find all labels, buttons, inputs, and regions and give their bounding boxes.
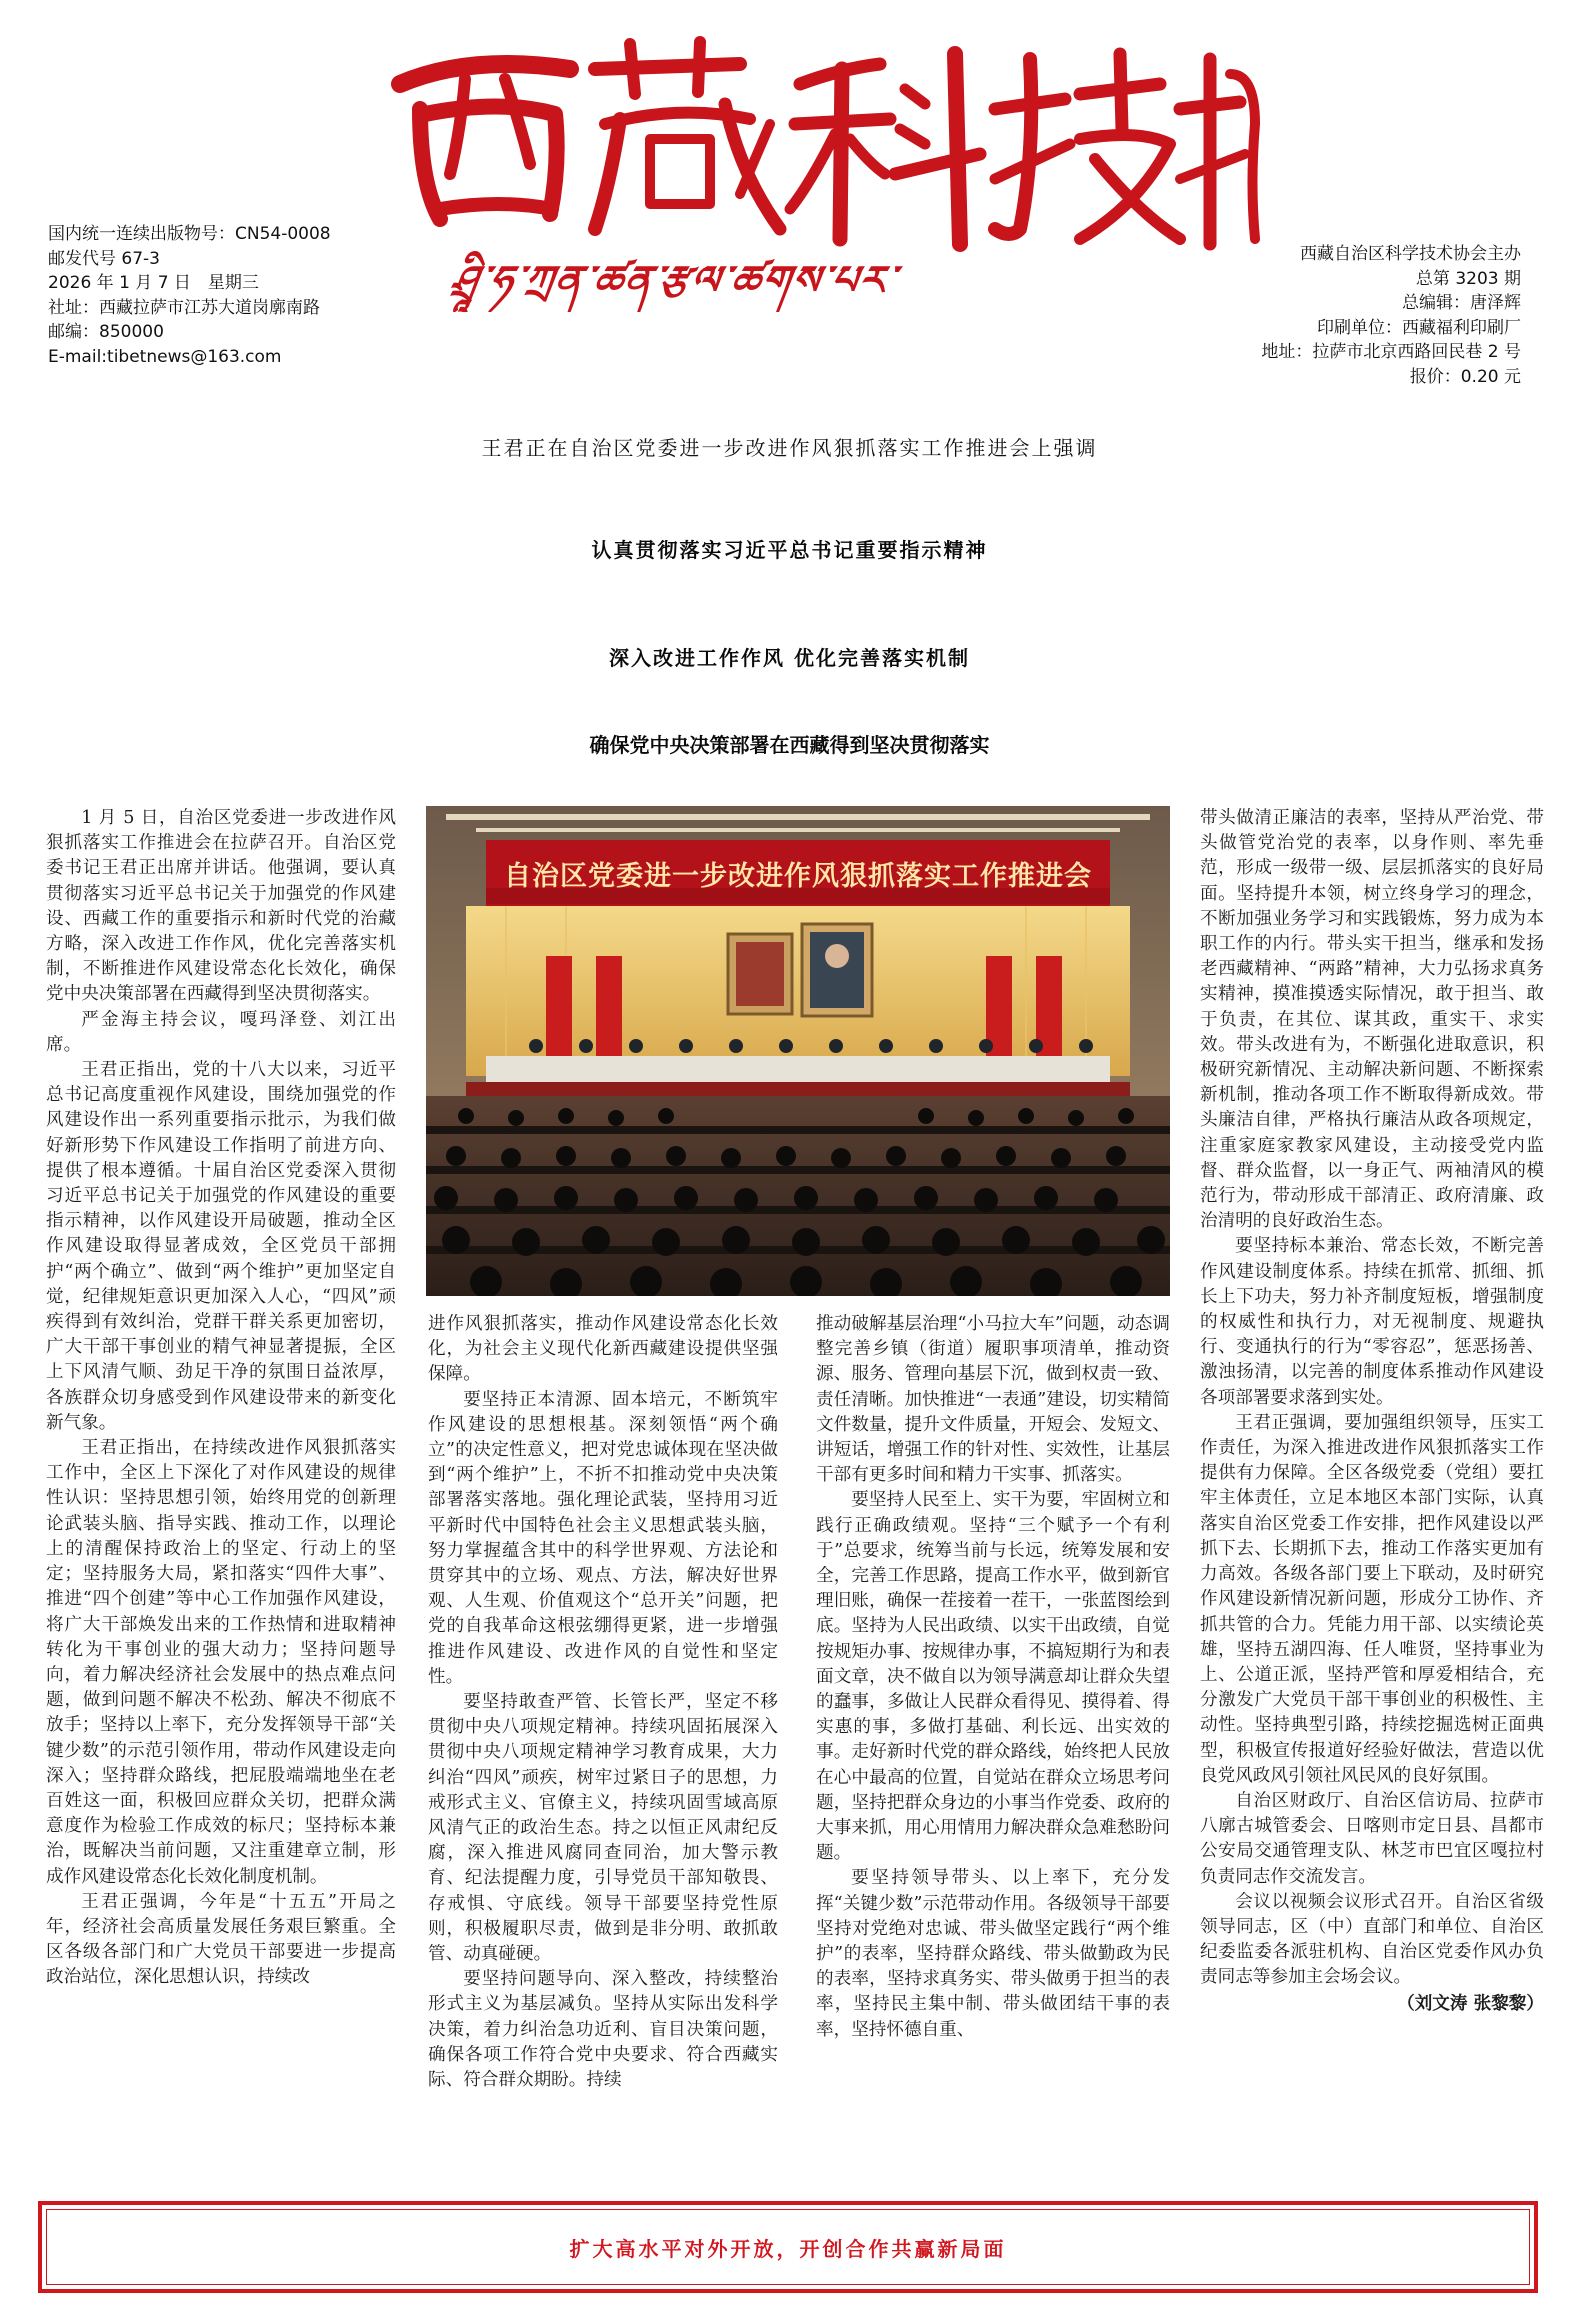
paragraph: 会议以视频会议形式召开。自治区省级领导同志，区（中）直部门和单位、自治区纪委监委各派驻机构、自治区党委作风办负责同志等参加主会场会议。 — [1200, 1891, 1544, 1988]
paragraph: 进作风狠抓落实，推动作风建设常态化长效化，为社会主义现代化新西藏建设提供坚强保障。 — [428, 1314, 778, 1385]
paragraph: 王君正强调，今年是“十五五”开局之年，经济社会高质量发展任务艰巨繁重。全区各级各部门和广大党员干部要进一步提高政治站位，深化思想认识，持续改 — [46, 1891, 396, 1988]
paragraph: 要坚持敢查严管、长管长严，坚定不移贯彻中央八项规定精神。持续巩固拓展深入贯彻中央八项规定精神学习教育成果，大力纠治“四风”顽疾，树牢过紧日子的思想，力戒形式主义、官僚主义，持续巩固雪域高原风清气正的政治生态。持之以恒正风肃纪反腐，深入推进风腐同查同治，加大警示教育、纪法提醒力度，引导党员干部知敬畏、存戒惧、守底线。领导干部要坚持党性原则，积极履职尽责，做到是非分明、敢抓敢管、动真碰硬。 — [428, 1692, 778, 1965]
headline-line-1: 认真贯彻落实习近平总书记重要指示精神 — [591, 538, 988, 562]
slogan-banner — [38, 2201, 1538, 2293]
conference-photo — [426, 806, 1170, 1296]
chief-editor: 总编辑：唐泽辉 — [1402, 293, 1521, 313]
paragraph: 要坚持人民至上、实干为要，牢固树立和践行正确政绩观。坚持“三个赋予一个有利于”总要求，统筹当前与长远，统筹发展和安全，完善工作思路，提高工作水平，做到新官理旧账，确保一茬接着一茬干，一张蓝图绘到底。坚持为人民出政绩、以实干出政绩，自觉按规矩办事、按规律办事，不搞短期行为和表面文章，决不做自以为领导满意却让群众失望的蠢事，多做让人民群众看得见、摸得着、得实惠的事，多做打基础、利长远、出实效的事。走好新时代党的群众路线，始终把人民放在心中最高的位置，自觉站在群众立场思考问题，坚持把群众身边的小事当作党委、政府的大事来抓，用心用情用力解决群众急难愁盼问题。 — [816, 1490, 1170, 1864]
publication-info-left — [48, 222, 428, 369]
byline: （刘文涛 张黎黎） — [1397, 1992, 1544, 2014]
paragraph: 要坚持正本清源、固本培元，不断筑牢作风建设的思想根基。深刻领悟“两个确立”的决定性意义，把对党忠诚体现在坚决做到“两个维护”上，不折不扣推动党中央决策部署落实落地。强化理论武装，坚持用习近平新时代中国特色社会主义思想武装头脑，努力掌握蕴含其中的科学世界观、方法论和贯穿其中的立场、观点、方法，解决好世界观、人生观、价值观这个“总开关”问题，把党的自我革命这根弦绷得更紧，进一步增强推进作风建设、改进作风的自觉性和坚定性。 — [428, 1389, 778, 1687]
cn-number: 国内统一连续出版物号：CN54-0008 — [48, 224, 331, 244]
headline-line-2: 深入改进工作作风 优化完善落实机制 — [609, 646, 970, 670]
headline-line-3: 确保党中央决策部署在西藏得到坚决贯彻落实 — [589, 733, 990, 757]
paragraph: 严金海主持会议，嘎玛泽登、刘江出席。 — [46, 1009, 396, 1055]
paragraph: 王君正指出，在持续改进作风狠抓落实工作中，全区上下深化了对作风建设的规律性认识：坚持思想引领，始终用党的创新理论武装头脑、指导实践、推动工作，以理论上的清醒保持政治上的坚定、行动上的坚定；坚持服务大局，紧扣落实“四件大事”、推进“四个创建”等中心工作加强作风建设，将广大干部焕发出来的工作热情和进取精神转化为干事创业的强大动力；坚持问题导向，着力解决经济社会发展中的热点难点问题，做到问题不解决不松劲、解决不彻底不放手；坚持以上率下，充分发挥领导干部“关键少数”的示范引领作用，带动作风建设走向深入；坚持群众路线，把屁股端端地坐在老百姓这一面，积极回应群众关切，把群众满意度作为检验工作成效的标尺；坚持标本兼治，既解决当前问题，又注重建章立制，形成作风建设常态化长效化制度机制。 — [46, 1438, 396, 1887]
paragraph: 自治区财政厅、自治区信访局、拉萨市八廓古城管委会、日喀则市定日县、昌都市公安局交通管理支队、林芝市巴宜区嘎拉村负责同志作交流发言。 — [1200, 1790, 1544, 1887]
paragraph: 带头做清正廉洁的表率，坚持从严治党、带头做管党治党的表率，以身作则、率先垂范，形成一级带一级、层层抓落实的良好局面。坚持提升本领，树立终身学习的理念，不断加强业务学习和实践锻炼，努力成为本职工作的内行。带头实干担当，继承和发扬老西藏精神、“两路”精神，大力弘扬求真务实精神，摸准摸透实际情况，敢于担当、敢于负责，在其位、谋其政，重实干、求实效。带头改进有为，不断强化进取意识，积极研究新情况、主动解决新问题、不断探索新机制，推动各项工作不断取得新成效。带头廉洁自律，严格执行廉洁从政各项规定，注重家庭家教家风建设，主动接受党内监督、群众监督，以一身正气、两袖清风的模范行为，带动形成干部清正、政府清廉、政治清明的良好政治生态。 — [1200, 808, 1544, 1232]
printer-address: 地址：拉萨市北京西路回民巷 2 号 — [1261, 342, 1521, 362]
article-column-1 — [46, 806, 396, 2186]
price: 报价：0.20 元 — [1409, 366, 1521, 387]
printer: 印刷单位：西藏福利印刷厂 — [1317, 317, 1521, 338]
paragraph: 王君正指出，党的十八大以来，习近平总书记高度重视作风建设，围绕加强党的作风建设作出一系列重要指示批示，为我们做好新形势下作风建设工作指明了前进方向、提供了根本遵循。十届自治区党委深入贯彻习近平总书记关于加强党的作风建设的重要指示精神，以作风建设开局破题，推动全区作风建设取得显著成效，全区党员干部拥护“两个确立”、做到“两个维护”更加坚定自觉，纪律规矩意识更加深入人心，“四风”顽疾得到有效纠治，党群干群关系更加密切，广大干部干事创业的精气神显著提振，全区上下风清气顺、劲足干净的氛围日益浓厚，各族群众切身感受到作风建设带来的新变化新气象。 — [46, 1060, 396, 1433]
calligraphy-logo-icon — [380, 14, 1260, 254]
zip-code: 邮编：850000 — [48, 322, 164, 342]
paragraph: 1 月 5 日，自治区党委进一步改进作风狠抓落实工作推进会在拉萨召开。自治区党委书记王君正出席并讲话。他强调，要认真贯彻落实习近平总书记关于加强党的作风建设、西藏工作的重要指示和新时代党的治藏方略，深入改进工作作风，优化完善落实机制，不断推进作风建设常态化长效化，确保党中央决策部署在西藏得到坚决贯彻落实。 — [46, 808, 396, 1005]
paragraph: 王君正强调，要加强组织领导，压实工作责任，为深入推进改进作风狠抓落实工作提供有力保障。全区各级党委（党组）要扛牢主体责任，立足本地区本部门实际，认真落实自治区党委工作安排，把作风建设以严抓下去、长期抓下去，推动工作落实更加有力高效。各级各部门要上下联动，及时研究作风建设新情况新问题，形成分工协作、齐抓共管的合力。凭能力用干部、以实绩论英雄，坚持五湖四海、任人唯贤，坚持事业为上、公道正派，坚持严管和厚爱相结合，充分激发广大党员干部干事创业的积极性、主动性。坚持典型引路，持续挖掘选树正面典型，积极宣传报道好经验好做法，营造以优良党风政风引领社风民风的良好氛围。 — [1200, 1412, 1544, 1786]
paragraph: 推动破解基层治理“小马拉大车”问题，动态调整完善乡镇（街道）履职事项清单，推动资源、服务、管理向基层下沉，做到权责一致、责任清晰。加快推进“一表通”建设，切实精简文件数量，提升文件质量，开短会、发短文、讲短话，增强工作的针对性、实效性，让基层干部有更多时间和精力干实事、抓落实。 — [816, 1314, 1170, 1486]
photo-banner-title: 自治区党委进一步改进作风狠抓落实工作推进会 — [504, 861, 1092, 892]
paragraph: 要坚持领导带头、以上率下，充分发挥“关键少数”示范带动作用。各级领导干部要坚持对党绝对忠诚、带头做坚定践行“两个维护”的表率，坚持群众路线、带头做勤政为民的表率，坚持求真务实、带头做勇于担当的表率，坚持民主集中制、带头做团结干事的表率，坚持怀德自重、 — [816, 1868, 1170, 2040]
article-column-2 — [428, 1312, 778, 2184]
article-column-3 — [816, 1312, 1170, 2184]
article-column-4 — [1200, 806, 1544, 2186]
newspaper-logo — [380, 14, 1260, 254]
paragraph: 要坚持问题导向、深入整改，持续整治形式主义为基层减负。坚持从实际出发科学决策，着力纠治急功近利、盲目决策问题，确保各项工作符合党中央要求、符合西藏实际、符合群众期盼。持续 — [428, 1969, 778, 2091]
postal-code-number: 邮发代号 67-3 — [48, 248, 160, 269]
slogan-text: 扩大高水平对外开放，开创合作共赢新局面 — [569, 2237, 1007, 2261]
masthead — [0, 0, 1579, 405]
paragraph: 要坚持标本兼治、常态长效，不断完善作风建设制度体系。持续在抓常、抓细、抓长上下功夫，努力补齐制度短板，增强制度的权威性和执行力，对无视制度、规避执行、变通执行的行为“零容忍”，惩恶扬善、激浊扬清，以完善的制度体系推动作风建设各项部署要求落到实处。 — [1200, 1236, 1544, 1408]
issue-date: 2026 年 1 月 7 日 星期三 — [48, 273, 259, 293]
contact-email[interactable]: E-mail:tibetnews@163.com — [48, 346, 282, 367]
issue-number: 总第 3203 期 — [1415, 268, 1521, 289]
tibetan-title: ཤྲཱི་ཧ་ཀྲན་ཚན་རྩལ་ཚགས་པར་ — [448, 258, 900, 304]
publication-info-right — [1181, 242, 1521, 389]
office-address: 社址：西藏拉萨市江苏大道岗廓南路 — [48, 297, 320, 318]
article-kicker: 王君正在自治区党委进一步改进作风狠抓落实工作推进会上强调 — [481, 436, 1098, 460]
publisher: 西藏自治区科学技术协会主办 — [1300, 244, 1521, 264]
